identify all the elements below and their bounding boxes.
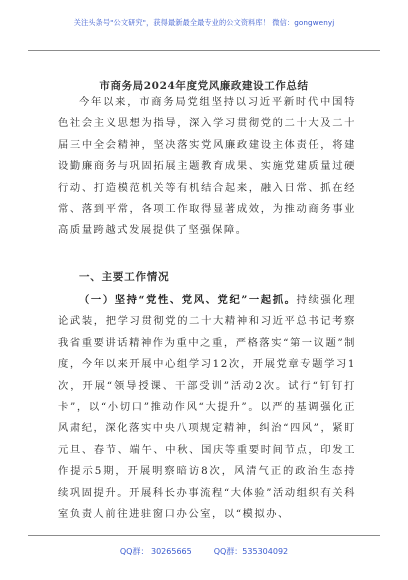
subsection-body: 持续强化理论武装，把学习贯彻党的二十大精神和习近平总书记考察我省重要讲话精神作为重中之重，严格落实“第一议题”制度，今年以来开展中心组学习12次，开展党章专题学习1次，开展“领导授课、干部受训”活动2次。试行“钉钉打卡”，以“小切口”推动作风“大提升”。以严的基调强化正风肃纪，深化落实中央八项规定精神，纠治“四风”，紧盯元旦、春节、端午、中秋、国庆等重要时间节点，印发工作提示5期，开展明察暗访8次，风清气正的政治生态持续巩固提升。开展科长办事流程“大体验”活动组织有关科室负责人前往进驻窗口办公室，以“模拟办、 — [58, 294, 357, 521]
footer — [0, 540, 408, 562]
promo-text: 关注头条号"公文研究"，获得最新最全最专业的公文资料库！ 微信：gongwenyj — [73, 18, 335, 27]
footer-divider — [28, 535, 380, 536]
subsection-heading: （一）坚持“党性、党风、党纪”一起抓。 — [79, 294, 297, 306]
header-divider — [28, 50, 380, 51]
footer-qq-group-2: QQ群：535304092 — [213, 546, 289, 556]
footer-qq-group-1: QQ群： 30265665 — [119, 546, 192, 556]
section-heading: 一、主要工作情况 — [79, 271, 170, 283]
body-paragraph — [58, 290, 356, 525]
intro-paragraph: 今年以来，市商务局党组坚持以习近平新时代中国特色社会主义思想为指导，深入学习贯彻党的二十大及二十届三中全会精神，坚决落实党风廉政建设主体责任，将建设勤廉商务与巩固拓展主题教育成果、实施党建质量过硬行动、打造模范机关等有机结合起来，融入日常、抓在经常、落到平常，各项工作取得显著成效，为推动商务事业高质量跨越式发展提供了坚强保障。 — [58, 96, 356, 237]
document-title: 市商务局2024年度党风廉政建设工作总结 — [99, 80, 309, 92]
promo-banner — [0, 0, 408, 46]
